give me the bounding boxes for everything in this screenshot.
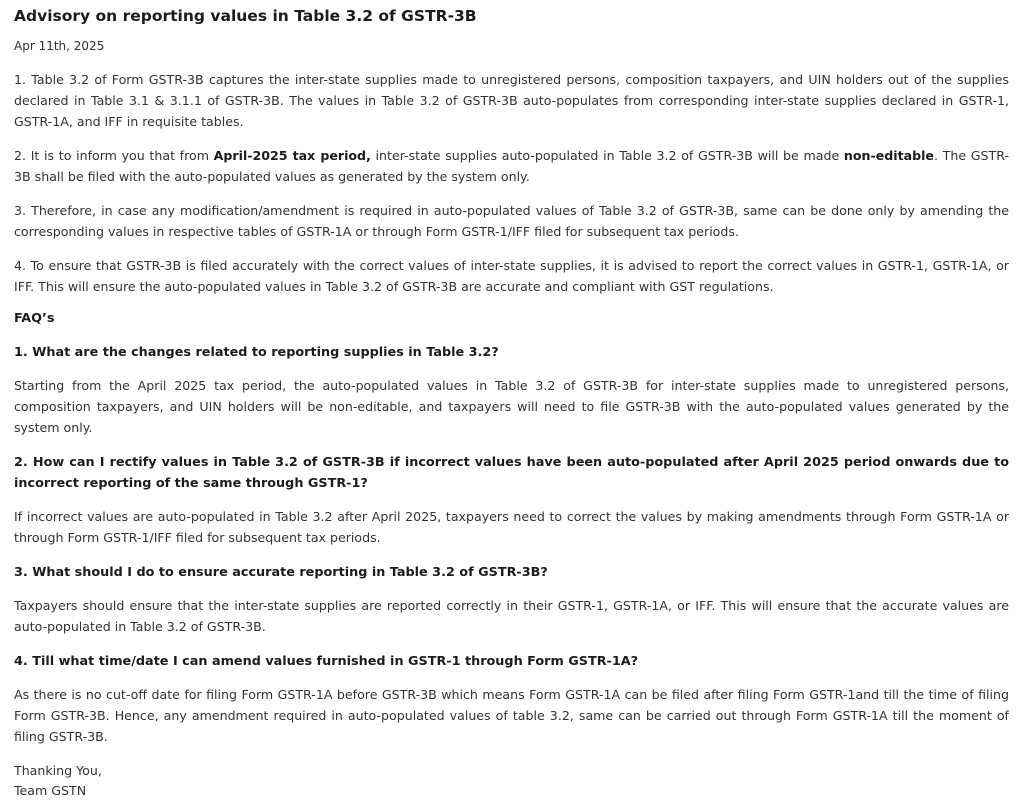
advisory-paragraph-1: 1. Table 3.2 of Form GSTR-3B captures the inter-state supplies made to unregistered persons, composition taxpayers, and UIN holders out of the supplies declared in Table 3.1 & 3.1.1 of GSTR-3B. The values in Table 3.2 of GSTR-3B auto-populates from corresponding inter-state supplies declared in GSTR-1, GSTR-1A, and IFF in requisite tables. [14, 72, 1009, 129]
faq-item-3 [14, 562, 1009, 637]
faq-answer-1: Starting from the April 2025 tax period, the auto-populated values in Table 3.2 of GSTR-3B for inter-state supplies made to unregistered persons, composition taxpayers, and UIN holders will be non-editable, and taxpayers will need to file GSTR-3B with the auto-populated values generated by the system only. [14, 378, 1009, 435]
advisory-paragraph-2: 2. It is to inform you that from April-2025 tax period, inter-state supplies auto-populated in Table 3.2 of GSTR-3B will be made non-editable. The GSTR-3B shall be filed with the auto-populated values as generated by the system only. [14, 148, 1009, 184]
faq-question-4: 4. Till what time/date I can amend values furnished in GSTR-1 through Form GSTR-1A? [14, 654, 639, 669]
advisory-date: Apr 11th, 2025 [14, 39, 105, 53]
faq-question-2: 2. How can I rectify values in Table 3.2 of GSTR-3B if incorrect values have been auto-populated after April 2025 period onwards due to incorrect reporting of the same through GSTR-1? [14, 455, 1009, 491]
closing-line-1: Thanking You, [14, 763, 102, 778]
page-title: Advisory on reporting values in Table 3.2 of GSTR-3B [14, 7, 477, 25]
faq-item-2 [14, 452, 1009, 548]
faq-answer-4: As there is no cut-off date for filing Form GSTR-1A before GSTR-3B which means Form GSTR-1A can be filed after filing Form GSTR-1and till the time of filing Form GSTR-3B. Hence, any amendment required in auto-populated values of table 3.2, same can be carried out through Form GSTR-1A till the moment of filing GSTR-3B. [14, 687, 1009, 744]
advisory-paragraph-4: 4. To ensure that GSTR-3B is filed accurately with the correct values of inter-state supplies, it is advised to report the correct values in GSTR-1, GSTR-1A, or IFF. This will ensure the auto-populated values in Table 3.2 of GSTR-3B are accurate and compliant with GST regulations. [14, 258, 1009, 294]
faq-question-1: 1. What are the changes related to reporting supplies in Table 3.2? [14, 345, 499, 360]
closing-line-2: Team GSTN [14, 783, 87, 798]
faq-item-1 [14, 342, 1009, 438]
advisory-paragraph-3: 3. Therefore, in case any modification/amendment is required in auto-populated values of Table 3.2 of GSTR-3B, same can be done only by amending the corresponding values in respective tables of GSTR-1A or through Form GSTR-1/IFF filed for subsequent tax periods. [14, 203, 1009, 239]
faq-answer-3: Taxpayers should ensure that the inter-state supplies are reported correctly in their GSTR-1, GSTR-1A, or IFF. This will ensure that the accurate values are auto-populated in Table 3.2 of GSTR-3B. [14, 598, 1009, 634]
closing-signature [14, 761, 1009, 801]
faq-question-3: 3. What should I do to ensure accurate reporting in Table 3.2 of GSTR-3B? [14, 565, 548, 580]
faq-answer-2: If incorrect values are auto-populated in Table 3.2 after April 2025, taxpayers need to correct the values by making amendments through Form GSTR-1A or through Form GSTR-1/IFF filed for subsequent tax periods. [14, 509, 1009, 545]
faq-item-4 [14, 651, 1009, 747]
faq-heading: FAQ’s [14, 311, 55, 326]
